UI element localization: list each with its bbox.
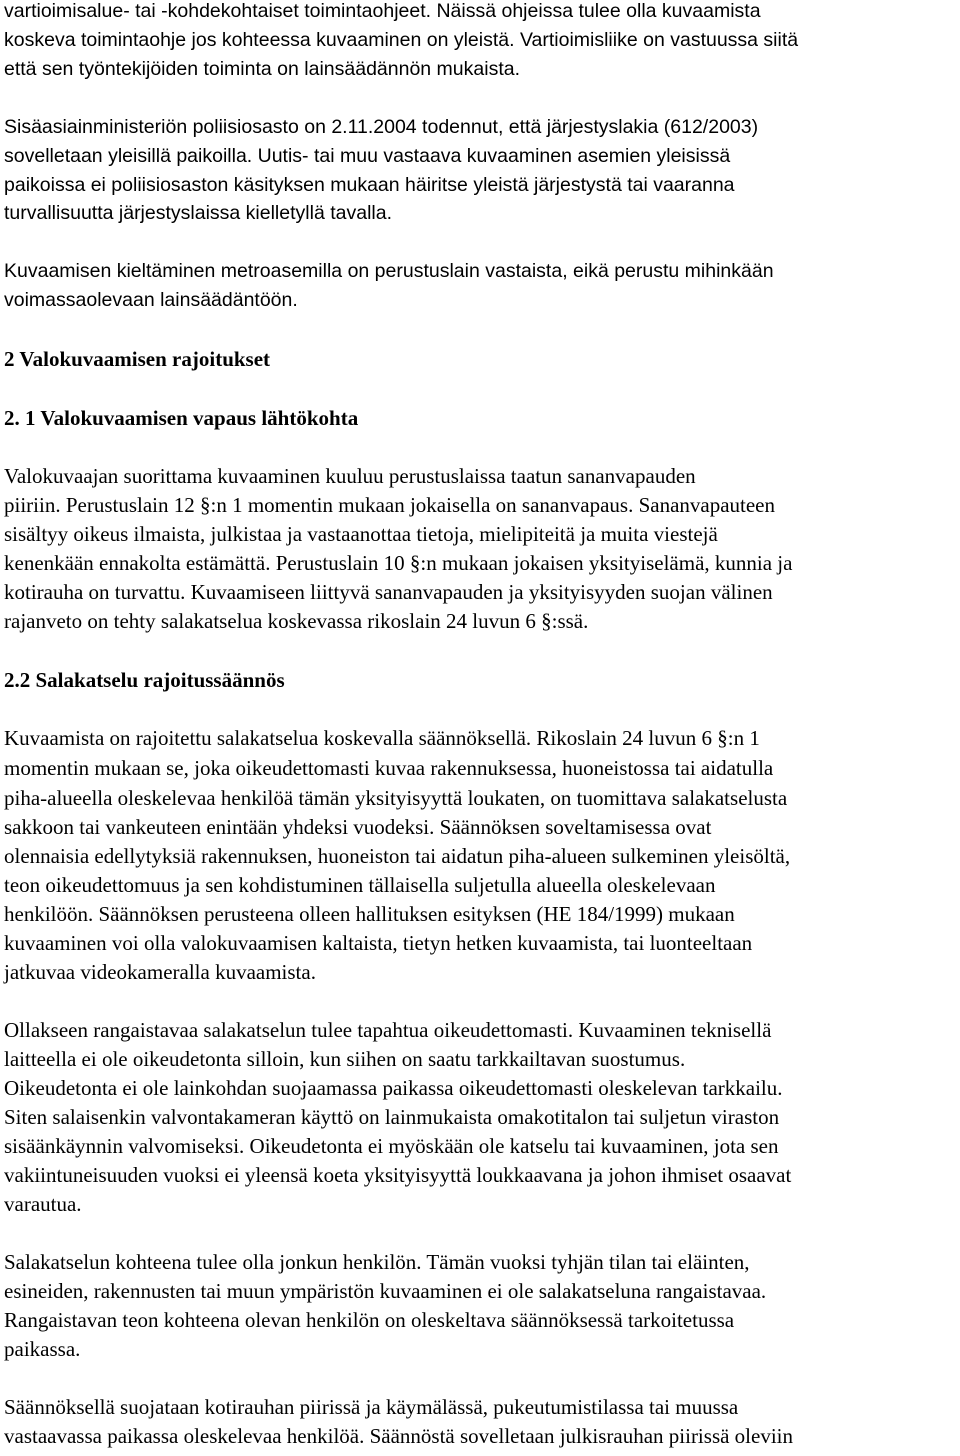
text-line: teon oikeudettomuus ja sen kohdistuminen tällaisella suljetulla alueella oleskelevaan [4,873,716,897]
section-heading: 2 Valokuvaamisen rajoitukset [4,347,271,371]
text-line: vakiintuneisuuden vuoksi ei yleensä koeta yksityisyyttä loukkaavana ja johon ihmiset osaavat [4,1163,792,1187]
text-line: piha-alueella oleskelevaa henkilöä tämän yksityisyyttä loukaten, on tuomittava salakatselusta [4,786,788,810]
text-line: olennaisia edellytyksiä rakennuksen, huoneiston tai aidatun piha-alueen sulkeminen yleisöltä, [4,844,791,868]
text-line: voimassaolevaan lainsäädäntöön. [4,289,298,311]
text-line: Ollakseen rangaistavaa salakatselun tulee tapahtua oikeudettomasti. Kuvaaminen teknisellä [4,1018,772,1042]
text-line: paikoissa ei poliisiosaston käsityksen mukaan häiritse yleistä järjestystä tai vaaranna [4,174,735,196]
text-line: Sisäasiainministeriön poliisiosasto on 2.11.2004 todennut, että järjestyslakia (612/2003) [4,116,759,138]
subsection-heading: 2. 1 Valokuvaamisen vapaus lähtökohta [4,406,359,430]
text-line: kuvaaminen voi olla valokuvaamisen kaltaista, tietyn hetken kuvaamista, tai luonteeltaan [4,931,753,955]
text-line: jatkuvaa videokameralla kuvaamista. [4,960,316,984]
text-line: kotirauha on turvattu. Kuvaamiseen liittyvä sananvapauden ja yksityisyyden suojan välinen [4,580,773,604]
text-line: Siten salaisenkin valvontakameran käyttö on lainmukaista omakotitalon tai suljetun viraston [4,1105,780,1129]
text-line: Kuvaamista on rajoitettu salakatselua koskevalla säännöksellä. Rikoslain 24 luvun 6 §:n 1 [4,726,760,750]
text-line: sisältyy oikeus ilmaista, julkistaa ja vastaanottaa tietoja, mielipiteitä ja muita viestejä [4,522,718,546]
text-line: Valokuvaajan suorittama kuvaaminen kuuluu perustuslaissa taatun sananvapauden [4,464,696,488]
text-line: rajanveto on tehty salakatselua koskevassa rikoslain 24 luvun 6 §:ssä. [4,609,589,633]
text-line: Kuvaamisen kieltäminen metroasemilla on perustuslain vastaista, eikä perustu mihinkään [4,260,774,282]
text-line: että sen työntekijöiden toiminta on lainsäädännön mukaista. [4,58,520,80]
text-line: varautua. [4,1192,82,1216]
text-line: piiriin. Perustuslain 12 §:n 1 momentin mukaan jokaisella on sananvapaus. Sananvapauteen [4,493,776,517]
text-line: esineiden, rakennusten tai muun ympäristön kuvaaminen ei ole salakatseluna rangaistavaa. [4,1279,767,1303]
text-line: Salakatselun kohteena tulee olla jonkun henkilön. Tämän vuoksi tyhjän tilan tai eläinten, [4,1250,750,1274]
text-line: turvallisuutta järjestyslaissa kielletyllä tavalla. [4,202,392,224]
text-line: momentin mukaan se, joka oikeudettomasti kuvaa rakennuksessa, huoneistossa tai aidatulla [4,756,774,780]
text-line: sakkoon tai vankeuteen enintään yhdeksi vuodeksi. Säännöksen soveltamisessa ovat [4,815,712,839]
text-line: paikassa. [4,1337,81,1361]
text-line: vartioimisalue- tai -kohdekohtaiset toimintaohjeet. Näissä ohjeissa tulee olla kuvaamista [4,0,761,22]
text-line: henkilöön. Säännöksen perusteena olleen hallituksen esityksen (HE 184/1999) mukaan [4,902,735,926]
text-line: laitteella ei ole oikeudetonta silloin, kun siihen on saatu tarkkailtavan suostumus. [4,1047,686,1071]
text-line: Säännöksellä suojataan kotirauhan piirissä ja käymälässä, pukeutumistilassa tai muussa [4,1395,739,1419]
text-line: sovelletaan yleisillä paikoilla. Uutis- tai muu vastaava kuvaaminen asemien yleisissä [4,145,731,167]
text-line: koskeva toimintaohje jos kohteessa kuvaaminen on yleistä. Vartioimisliike on vastuussa siitä [4,29,799,51]
text-line: sisäänkäynnin valvomiseksi. Oikeudetonta ei myöskään ole katselu tai kuvaaminen, jota sen [4,1134,779,1158]
text-line: vastaavassa paikassa oleskelevaa henkilöä. Säännöstä sovelletaan julkisrauhan piirissä oleviin [4,1424,794,1448]
text-line: Oikeudetonta ei ole lainkohdan suojaamassa paikassa oikeudettomasti oleskelevan tarkkailu. [4,1076,783,1100]
text-line: Rangaistavan teon kohteena olevan henkilön on oleskeltava säännöksessä tarkoitetussa [4,1308,735,1332]
text-line: kenenkään ennakolta estämättä. Perustuslain 10 §:n mukaan jokaisen yksityiselämä, kunnia ja [4,551,793,575]
subsection-heading: 2.2 Salakatselu rajoitussäännös [4,668,285,692]
